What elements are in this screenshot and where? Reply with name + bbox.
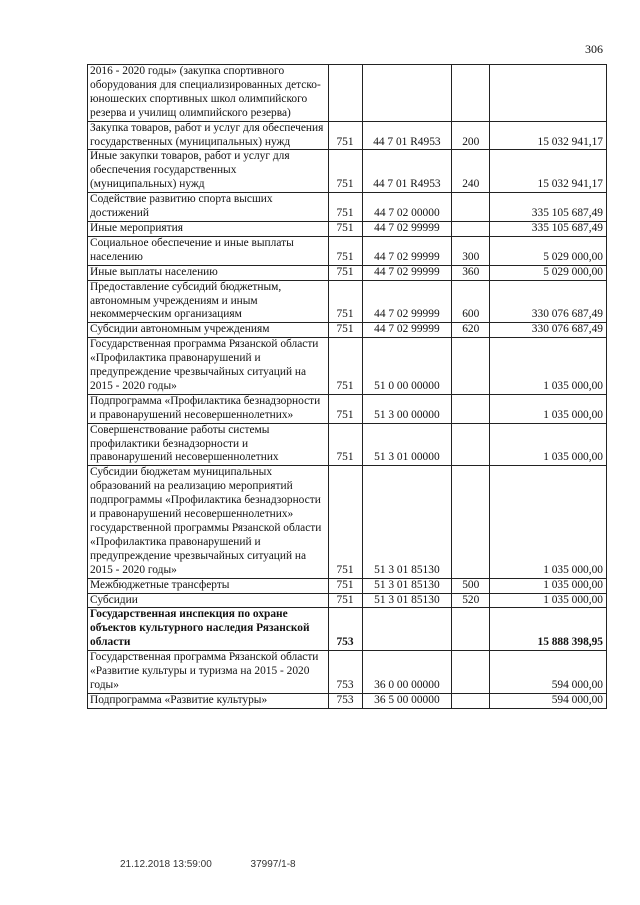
table-row [88, 651, 607, 694]
row-amount: 15 888 398,95 [490, 608, 607, 651]
row-amount: 1 035 000,00 [490, 578, 607, 593]
budget-table [87, 64, 607, 709]
table-row [88, 423, 607, 466]
table-row [88, 323, 607, 338]
row-target-article: 44 7 02 99999 [362, 221, 452, 236]
row-name: Иные закупки товаров, работ и услуг для обеспечения государственных (муниципальных) нужд [88, 150, 329, 193]
row-target-article: 36 0 00 00000 [362, 651, 452, 694]
row-target-article: 44 7 02 00000 [362, 193, 452, 222]
table-row [88, 265, 607, 280]
row-expense-type: 240 [452, 150, 490, 193]
row-target-article: 51 0 00 00000 [362, 338, 452, 395]
table-body [88, 65, 607, 709]
row-target-article: 44 7 01 R4953 [362, 121, 452, 150]
row-amount: 15 032 941,17 [490, 121, 607, 150]
row-grbs: 751 [328, 121, 362, 150]
row-amount: 335 105 687,49 [490, 193, 607, 222]
row-name: Содействие развитию спорта высших достижений [88, 193, 329, 222]
page-number: 306 [585, 42, 603, 56]
row-expense-type: 600 [452, 280, 490, 323]
row-expense-type [452, 221, 490, 236]
row-expense-type [452, 394, 490, 423]
row-expense-type [452, 423, 490, 466]
row-grbs: 751 [328, 265, 362, 280]
row-target-article: 51 3 01 85130 [362, 466, 452, 578]
table-row [88, 338, 607, 395]
table-row [88, 608, 607, 651]
row-expense-type [452, 693, 490, 708]
row-name: Предоставление субсидий бюджетным, автономным учреждениям и иным некоммерческим организациям [88, 280, 329, 323]
row-amount: 1 035 000,00 [490, 466, 607, 578]
row-target-article: 44 7 02 99999 [362, 236, 452, 265]
row-amount: 1 035 000,00 [490, 423, 607, 466]
row-expense-type [452, 193, 490, 222]
row-grbs: 751 [328, 280, 362, 323]
table-row [88, 466, 607, 578]
row-name: Субсидии бюджетам муниципальных образований на реализацию мероприятий подпрограммы «Профилактика безнадзорности и правонарушений несовершеннолетних» государственной программы Рязанской области «Профилактика правонарушений и предупреждение чрезвычайных ситуаций на 2015 - 2020 годы» [88, 466, 329, 578]
row-grbs: 753 [328, 608, 362, 651]
row-grbs: 751 [328, 593, 362, 608]
row-name: Подпрограмма «Профилактика безнадзорности и правонарушений несовершеннолетних» [88, 394, 329, 423]
row-grbs: 751 [328, 466, 362, 578]
table-row [88, 236, 607, 265]
table-row [88, 593, 607, 608]
row-amount: 330 076 687,49 [490, 280, 607, 323]
row-amount: 5 029 000,00 [490, 265, 607, 280]
row-name: Государственная программа Рязанской области «Развитие культуры и туризма на 2015 - 2020 годы» [88, 651, 329, 694]
row-grbs: 751 [328, 221, 362, 236]
footer-doc-id: 37997/1-8 [250, 859, 296, 870]
row-target-article [362, 65, 452, 122]
row-target-article: 44 7 02 99999 [362, 323, 452, 338]
row-amount: 1 035 000,00 [490, 338, 607, 395]
row-grbs: 751 [328, 236, 362, 265]
row-grbs: 751 [328, 394, 362, 423]
table-row [88, 150, 607, 193]
row-name: Совершенствование работы системы профилактики безнадзорности и правонарушений несовершеннолетних [88, 423, 329, 466]
table-row [88, 280, 607, 323]
row-name: Субсидии автономным учреждениям [88, 323, 329, 338]
row-amount: 5 029 000,00 [490, 236, 607, 265]
row-target-article: 51 3 01 85130 [362, 593, 452, 608]
row-amount: 594 000,00 [490, 651, 607, 694]
row-name: Государственная инспекция по охране объектов культурного наследия Рязанской области [88, 608, 329, 651]
table-row [88, 65, 607, 122]
table-row [88, 578, 607, 593]
row-expense-type [452, 65, 490, 122]
row-grbs: 751 [328, 323, 362, 338]
row-grbs: 751 [328, 578, 362, 593]
row-amount: 594 000,00 [490, 693, 607, 708]
row-grbs: 751 [328, 423, 362, 466]
row-amount: 330 076 687,49 [490, 323, 607, 338]
row-grbs: 751 [328, 150, 362, 193]
row-grbs [328, 65, 362, 122]
footer-stamp [120, 859, 332, 870]
row-expense-type: 200 [452, 121, 490, 150]
row-name: Государственная программа Рязанской области «Профилактика правонарушений и предупреждение чрезвычайных ситуаций на 2015 - 2020 годы» [88, 338, 329, 395]
row-expense-type: 520 [452, 593, 490, 608]
row-name: Иные выплаты населению [88, 265, 329, 280]
row-target-article: 51 3 01 85130 [362, 578, 452, 593]
row-grbs: 751 [328, 338, 362, 395]
row-expense-type: 500 [452, 578, 490, 593]
footer-timestamp: 21.12.2018 13:59:00 [120, 859, 212, 870]
row-target-article: 44 7 02 99999 [362, 265, 452, 280]
row-target-article: 36 5 00 00000 [362, 693, 452, 708]
table-row [88, 693, 607, 708]
row-expense-type: 360 [452, 265, 490, 280]
row-name: Иные мероприятия [88, 221, 329, 236]
row-target-article: 44 7 02 99999 [362, 280, 452, 323]
row-name: Подпрограмма «Развитие культуры» [88, 693, 329, 708]
row-amount [490, 65, 607, 122]
row-target-article: 51 3 00 00000 [362, 394, 452, 423]
row-target-article: 44 7 01 R4953 [362, 150, 452, 193]
row-target-article [362, 608, 452, 651]
row-name: Межбюджетные трансферты [88, 578, 329, 593]
row-amount: 1 035 000,00 [490, 593, 607, 608]
row-expense-type [452, 651, 490, 694]
row-expense-type [452, 338, 490, 395]
row-grbs: 751 [328, 193, 362, 222]
row-name: Социальное обеспечение и иные выплаты населению [88, 236, 329, 265]
table-row [88, 193, 607, 222]
row-name: Закупка товаров, работ и услуг для обеспечения государственных (муниципальных) нужд [88, 121, 329, 150]
row-amount: 15 032 941,17 [490, 150, 607, 193]
row-amount: 1 035 000,00 [490, 394, 607, 423]
row-expense-type: 620 [452, 323, 490, 338]
row-expense-type [452, 466, 490, 578]
table-row [88, 394, 607, 423]
row-expense-type [452, 608, 490, 651]
row-amount: 335 105 687,49 [490, 221, 607, 236]
row-name: Субсидии [88, 593, 329, 608]
row-target-article: 51 3 01 00000 [362, 423, 452, 466]
row-expense-type: 300 [452, 236, 490, 265]
table-row [88, 221, 607, 236]
row-grbs: 753 [328, 693, 362, 708]
table-row [88, 121, 607, 150]
row-name: 2016 - 2020 годы» (закупка спортивного оборудования для специализированных детско-юношеских спортивных школ олимпийского резерва и училищ олимпийского резерва) [88, 65, 329, 122]
row-grbs: 753 [328, 651, 362, 694]
